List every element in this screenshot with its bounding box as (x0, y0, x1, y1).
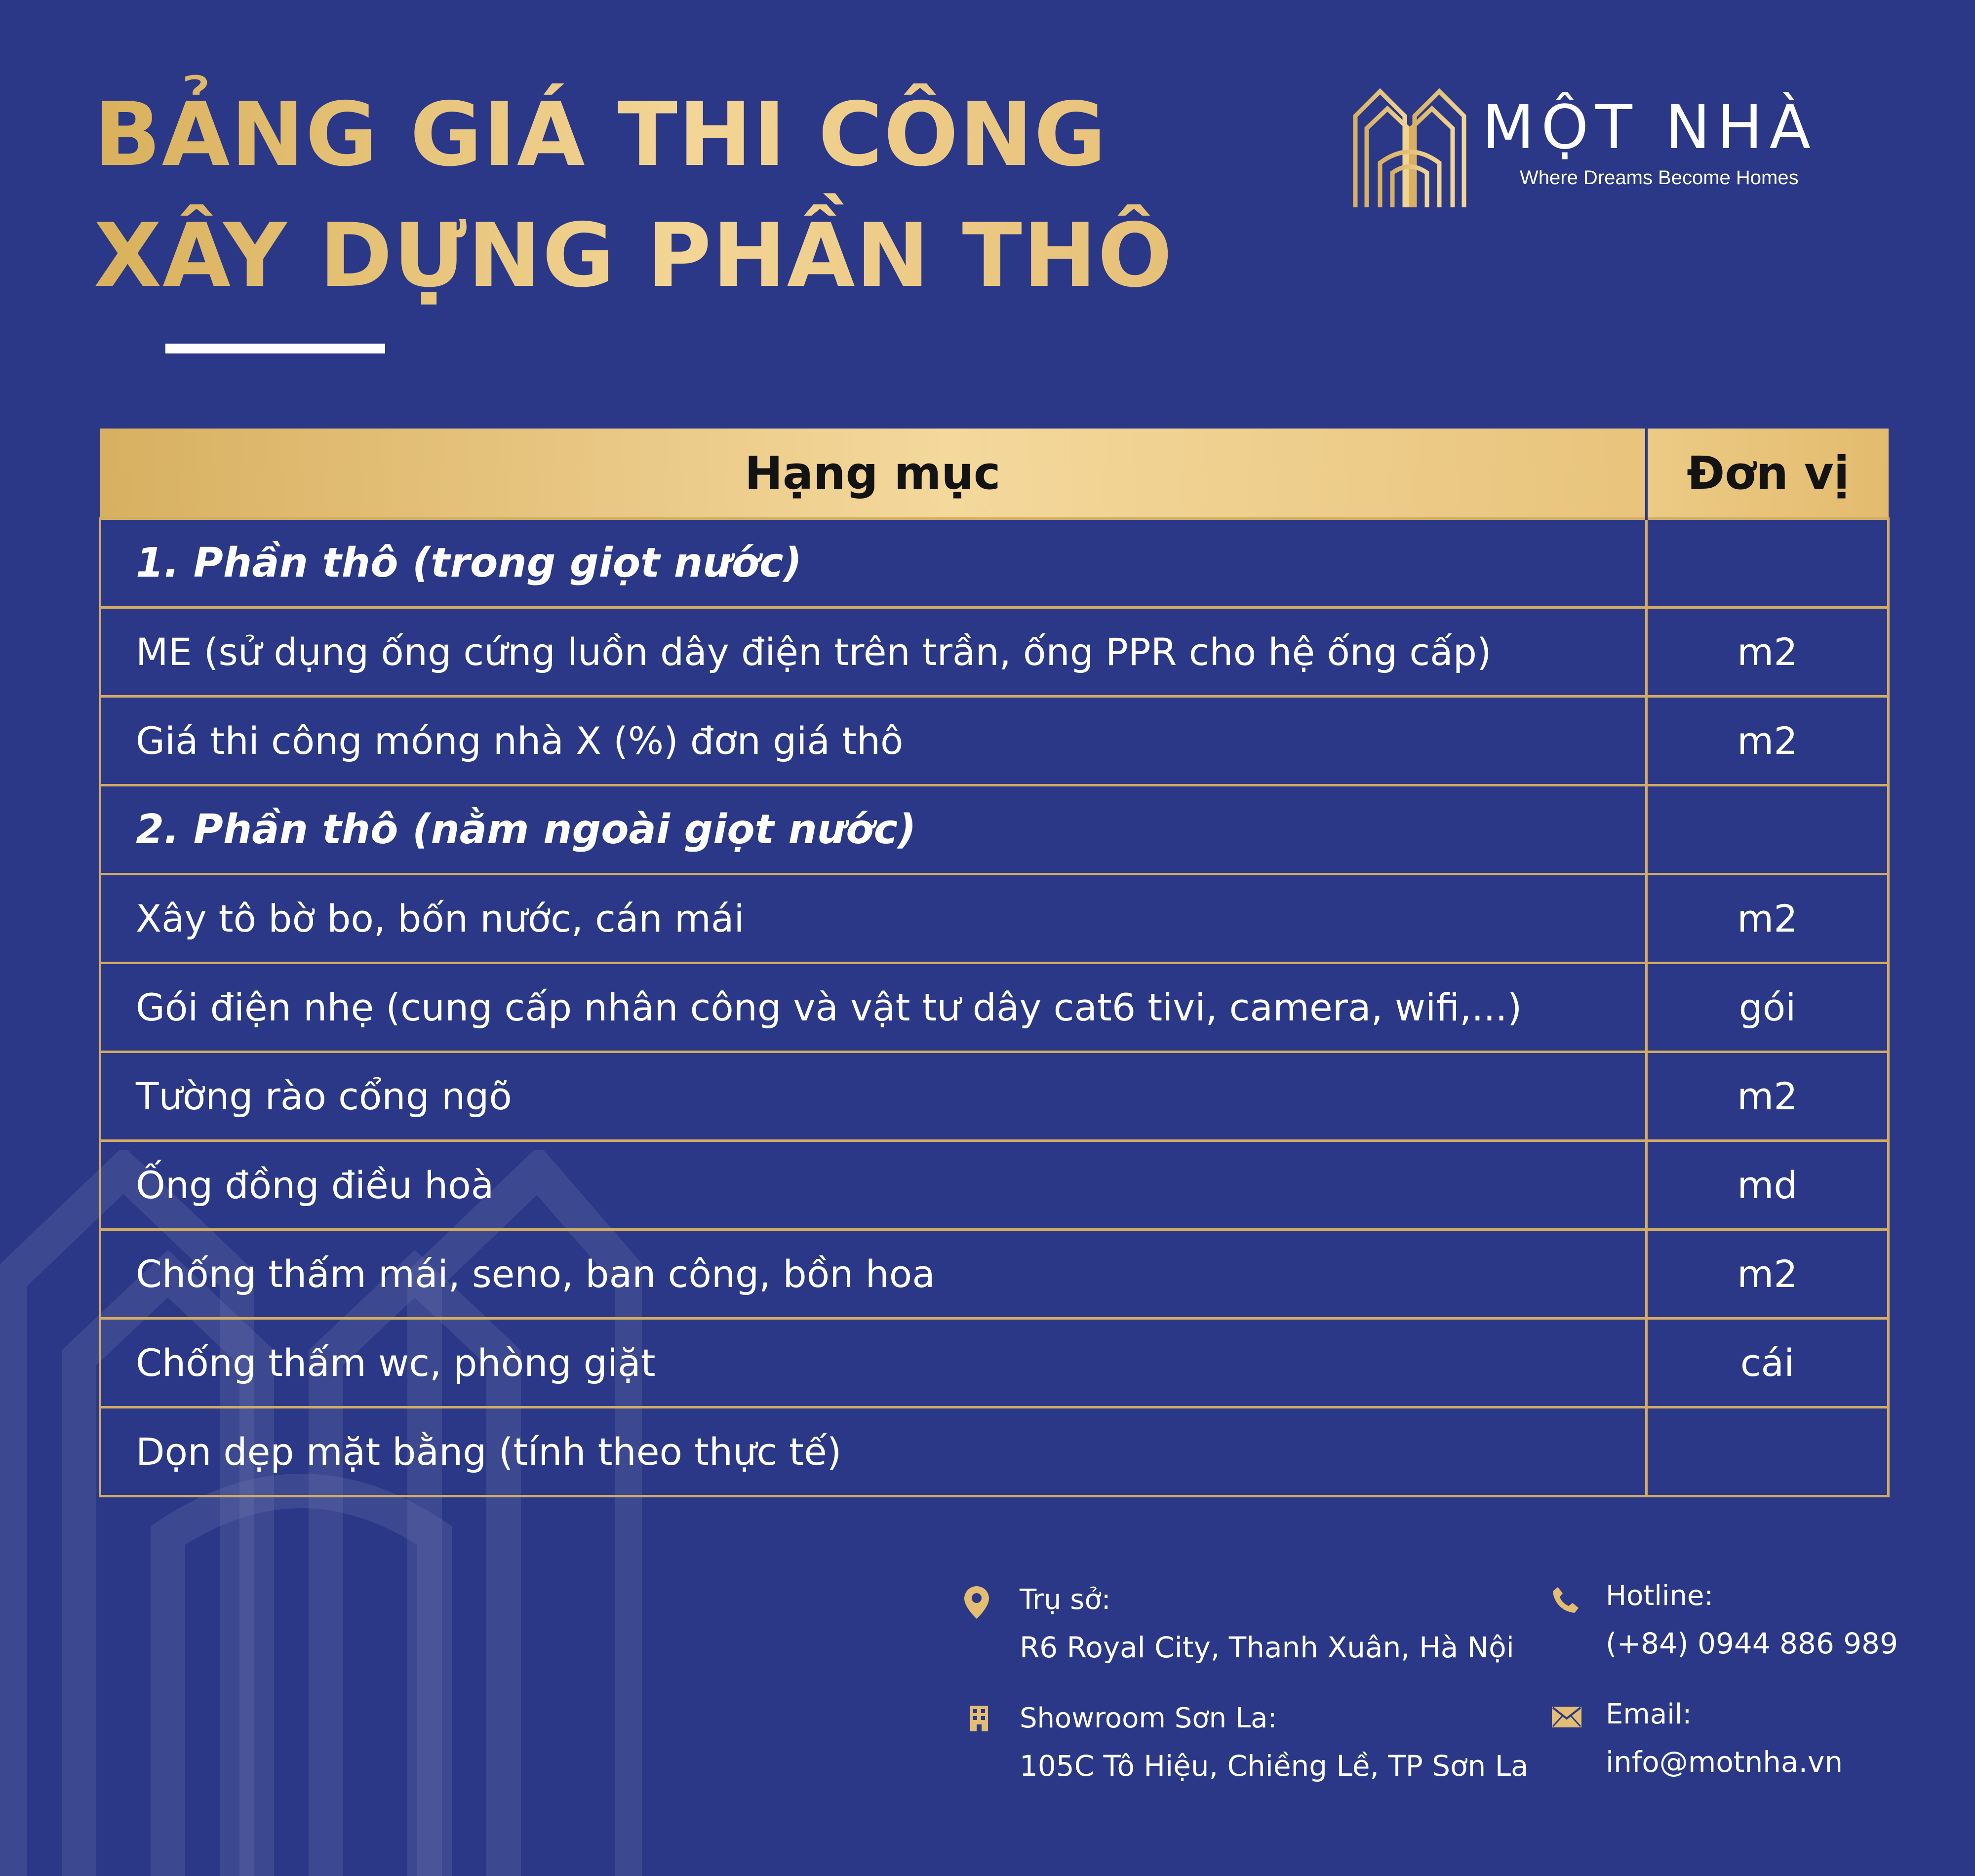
contact-hq-label: Trụ sở: (1020, 1584, 1111, 1616)
table-row (100, 963, 1889, 1052)
contact-email[interactable] (1606, 1698, 1843, 1779)
brand-name: MỘT NHÀ (1482, 92, 1818, 162)
table-section-row (100, 785, 1889, 874)
row-unit: gói (1647, 963, 1889, 1052)
row-unit: cái (1647, 1319, 1889, 1407)
table-row (100, 697, 1889, 785)
header-item: Hạng mục (100, 429, 1647, 519)
title-line-2: XÂY DỰNG PHẦN THÔ (94, 204, 1174, 307)
table-row (100, 608, 1889, 697)
table-section-row (100, 519, 1889, 608)
row-item: Chống thấm wc, phòng giặt (100, 1319, 1647, 1407)
row-unit: m2 (1647, 874, 1889, 963)
row-item: Tường rào cổng ngõ (100, 1052, 1647, 1141)
row-unit (1647, 519, 1889, 608)
table-row (100, 1052, 1889, 1141)
table-row (100, 1319, 1889, 1407)
price-table (99, 429, 1890, 1497)
envelope-icon (1552, 1707, 1581, 1727)
table-body (100, 519, 1889, 1496)
header-unit: Đơn vị (1647, 429, 1889, 519)
location-pin-icon (964, 1586, 989, 1619)
contact-hotline[interactable] (1606, 1580, 1898, 1660)
table-row (100, 1407, 1889, 1496)
row-item: 1. Phần thô (trong giọt nước) (100, 519, 1647, 608)
row-unit: m2 (1647, 1230, 1889, 1319)
row-item: Gói điện nhẹ (cung cấp nhân công và vật tư dây cat6 tivi, camera, wifi,...) (100, 963, 1647, 1052)
contact-hotline-value[interactable]: (+84) 0944 886 989 (1606, 1627, 1898, 1660)
title-line-1: BẢNG GIÁ THI CÔNG (94, 83, 1107, 186)
row-item: Xây tô bờ bo, bốn nước, cán mái (100, 874, 1647, 963)
phone-icon (1552, 1586, 1580, 1614)
table-row (100, 1141, 1889, 1230)
brand-logo (1353, 77, 1861, 210)
row-unit: m2 (1647, 1052, 1889, 1141)
contact-hq (1020, 1584, 1514, 1664)
brand-tagline: Where Dreams Become Homes (1520, 167, 1799, 189)
row-unit: m2 (1647, 608, 1889, 697)
table-row (100, 874, 1889, 963)
contact-hotline-label: Hotline: (1606, 1580, 1714, 1612)
row-item: ME (sử dụng ống cứng luồn dây điện trên trần, ống PPR cho hệ ống cấp) (100, 608, 1647, 697)
building-icon (969, 1706, 989, 1731)
contact-showroom-label: Showroom Sơn La: (1020, 1702, 1277, 1734)
row-unit (1647, 1407, 1889, 1496)
contact-email-value[interactable]: info@motnha.vn (1606, 1745, 1843, 1779)
row-unit: md (1647, 1141, 1889, 1230)
house-arch-logo-icon (1353, 81, 1466, 210)
title-underline (165, 344, 385, 353)
row-item: Dọn dẹp mặt bằng (tính theo thực tế) (100, 1407, 1647, 1496)
contact-hq-value: R6 Royal City, Thanh Xuân, Hà Nội (1020, 1631, 1514, 1664)
row-item: Chống thấm mái, seno, ban công, bồn hoa (100, 1230, 1647, 1319)
contact-showroom (1020, 1702, 1529, 1783)
row-unit: m2 (1647, 697, 1889, 785)
row-item: 2. Phần thô (nằm ngoài giọt nước) (100, 785, 1647, 874)
row-item: Ống đồng điều hoà (100, 1141, 1647, 1230)
table-header-row (100, 429, 1889, 519)
row-unit (1647, 785, 1889, 874)
contact-email-label: Email: (1606, 1698, 1692, 1730)
page-title (94, 74, 1173, 316)
table-row (100, 1230, 1889, 1319)
row-item: Giá thi công móng nhà X (%) đơn giá thô (100, 697, 1647, 785)
contact-showroom-value: 105C Tô Hiệu, Chiềng Lề, TP Sơn La (1020, 1749, 1529, 1783)
